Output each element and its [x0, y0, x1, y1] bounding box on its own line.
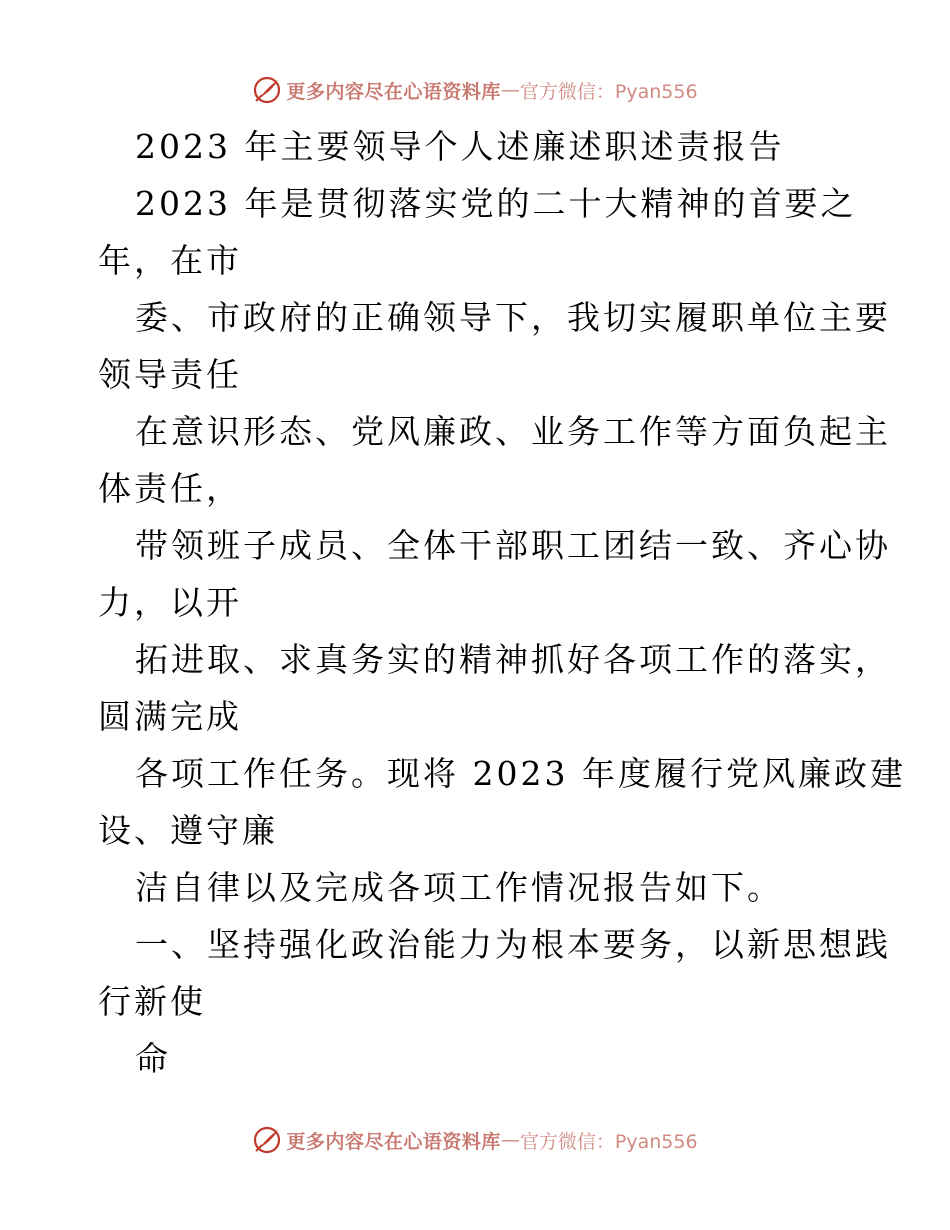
- paragraph-line: 圆满完成: [98, 697, 242, 736]
- watermark-right-text: 官方微信：Pyan556: [519, 80, 698, 103]
- feather-quill-logo-icon: [252, 75, 282, 105]
- watermark-dash: —: [500, 1129, 520, 1151]
- document-body: [98, 118, 906, 1087]
- document-title: 2023 年主要领导个人述廉述职述责报告: [135, 127, 785, 166]
- watermark-left-text: 更多内容尽在心语资料库: [286, 80, 501, 103]
- paragraph-line: 洁自律以及完成各项工作情况报告如下。: [135, 868, 783, 907]
- paragraph-line: 体责任，: [98, 469, 242, 508]
- paragraph-line: 力，以开: [98, 583, 242, 622]
- paragraph-line: 领导责任: [98, 355, 242, 394]
- paragraph-line: 2023 年是贯彻落实党的二十大精神的首要之: [135, 184, 857, 223]
- paragraph-line: 各项工作任务。现将 2023 年度履行党风廉政建: [135, 754, 906, 793]
- paragraph-line: 带领班子成员、全体干部职工团结一致、齐心协: [135, 526, 891, 565]
- paragraph-line: 年，在市: [98, 241, 242, 280]
- paragraph-line: 设、遵守廉: [98, 811, 278, 850]
- section-heading-line: 命: [135, 1039, 171, 1078]
- paragraph-line: 委、市政府的正确领导下，我切实履职单位主要: [135, 298, 891, 337]
- paragraph-line: 拓进取、求真务实的精神抓好各项工作的落实，: [135, 640, 891, 679]
- feather-quill-logo-icon: [252, 1125, 282, 1155]
- footer-watermark: [0, 1120, 950, 1160]
- section-heading-line: 行新使: [98, 982, 206, 1021]
- paragraph-line: 在意识形态、党风廉政、业务工作等方面负起主: [135, 412, 891, 451]
- watermark-dash: —: [500, 79, 520, 101]
- section-heading-line: 一、坚持强化政治能力为根本要务，以新思想践: [135, 925, 891, 964]
- watermark-right-text: 官方微信：Pyan556: [519, 1130, 698, 1153]
- watermark-left-text: 更多内容尽在心语资料库: [286, 1130, 501, 1153]
- header-watermark: [0, 70, 950, 110]
